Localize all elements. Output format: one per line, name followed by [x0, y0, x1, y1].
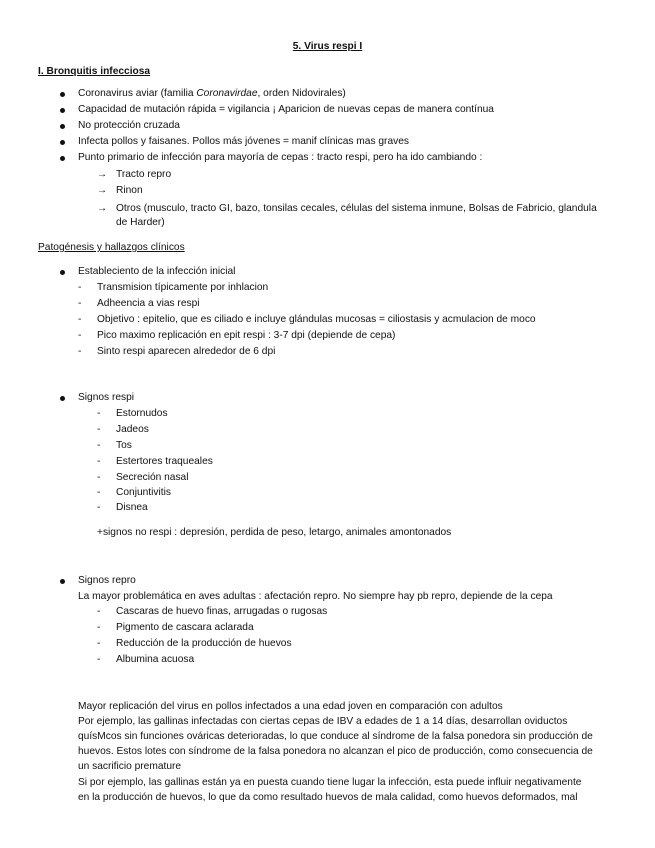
list-item: Transmision típicamente por inhlacion — [97, 282, 269, 293]
arrow-item: Otros (musculo, tracto GI, bazo, tonsilas cecales, células del sistema inmune, Bolsas de Fabricio, glandula — [116, 203, 597, 214]
list-item: Pico maximo replicación en epit respi : 3-7 dpi (depiende de cepa) — [97, 330, 396, 341]
section-heading-patogenesis: Patogénesis y hallazgos clínicos — [38, 242, 185, 253]
list-item: Objetivo : epitelio, que es ciliado e incluye glándulas mucosas = ciliostasis y acmulacion de moco — [97, 314, 536, 325]
dash-icon: - — [78, 298, 82, 309]
paragraph-line: Mayor replicación del virus en pollos infectados a una edad joven en comparación con adultos — [78, 701, 503, 712]
list-item: Reducción de la producción de huevos — [116, 638, 292, 649]
arrow-item: Rinon — [116, 185, 143, 196]
arrow-item: Tracto repro — [116, 169, 172, 180]
bullet-item — [78, 88, 346, 100]
list-item: Cascaras de huevo finas, arrugadas o rugosas — [116, 606, 328, 617]
bullet-text: , orden Nidovirales) — [257, 88, 346, 99]
bullet-item: Punto primario de infección para mayoría de cepas : tracto respi, pero ha ido cambiando : — [78, 152, 483, 163]
signs-note: +signos no respi : depresión, perdida de peso, letargo, animales amontonados — [97, 527, 452, 538]
dash-icon: - — [97, 638, 101, 649]
bullet-text-italic: Coronavirdae — [196, 88, 258, 99]
arrow-item-continuation: de Harder) — [116, 217, 165, 228]
dash-icon: - — [97, 487, 101, 498]
bullet-icon — [60, 140, 65, 145]
paragraph-line: un sacrificio premature — [78, 761, 182, 772]
dash-icon: - — [97, 440, 101, 451]
bullet-icon — [60, 270, 65, 275]
list-item: Conjuntivitis — [116, 487, 171, 498]
dash-icon: - — [97, 456, 101, 467]
arrow-icon: → — [97, 169, 108, 180]
group-intro: La mayor problemática en aves adultas : afectación repro. No siempre hay pb repro, depiende de la cepa — [78, 591, 553, 602]
list-item: Adheencia a vias respi — [97, 298, 200, 309]
dash-icon: - — [97, 606, 101, 617]
bullet-text: Coronavirus aviar (familia — [78, 88, 197, 99]
list-item: Jadeos — [116, 424, 149, 435]
list-item: Estornudos — [116, 408, 168, 419]
list-item: Secreción nasal — [116, 472, 189, 483]
paragraph-line: en la producción de huevos, lo que da como resultado huevos de mala calidad, como huevos deformados, mal — [78, 792, 578, 803]
paragraph-line: Si por ejemplo, las gallinas están ya en puesta cuando tiene lugar la infección, esta puede influir negativamente — [78, 777, 582, 788]
dash-icon: - — [97, 654, 101, 665]
page-title: 5. Virus respi I — [292, 41, 363, 52]
dash-icon: - — [78, 346, 82, 357]
list-item: Pigmento de cascara aclarada — [116, 622, 254, 633]
group-label: Signos repro — [78, 575, 136, 586]
section-heading-bronquitis: I. Bronquitis infecciosa — [38, 66, 151, 77]
bullet-icon — [60, 579, 65, 584]
list-item: Disnea — [116, 502, 148, 513]
bullet-icon — [60, 156, 65, 161]
bullet-icon — [60, 396, 65, 401]
dash-icon: - — [78, 314, 82, 325]
group-label: Signos respi — [78, 392, 135, 403]
bullet-icon — [60, 92, 65, 97]
arrow-icon: → — [97, 185, 108, 196]
list-item: Tos — [116, 440, 132, 451]
paragraph-line: Por ejemplo, las gallinas infectadas con ciertas cepas de IBV a edades de 1 a 14 días, desarrollan oviductos — [78, 716, 568, 727]
group-label: Estableciento de la infección inicial — [78, 266, 236, 277]
dash-icon: - — [97, 472, 101, 483]
bullet-item: Infecta pollos y faisanes. Pollos más jóvenes = manif clínicas mas graves — [78, 136, 409, 147]
bullet-item: Capacidad de mutación rápida = vigilancia ¡ Aparicion de nuevas cepas de manera contínua — [78, 104, 494, 115]
arrow-icon: → — [97, 203, 108, 214]
dash-icon: - — [97, 622, 101, 633]
dash-icon: - — [97, 424, 101, 435]
dash-icon: - — [97, 502, 101, 513]
list-item: Sinto respi aparecen alrededor de 6 dpi — [97, 346, 276, 357]
dash-icon: - — [97, 408, 101, 419]
bullet-item: No protección cruzada — [78, 120, 180, 131]
bullet-icon — [60, 124, 65, 129]
list-item: Albumina acuosa — [116, 654, 195, 665]
paragraph-line: huevos. Estos lotes con síndrome de la falsa ponedora no alcanzan el pico de producción, como consecuencia de — [78, 746, 593, 757]
dash-icon: - — [78, 330, 82, 341]
list-item: Estertores traqueales — [116, 456, 213, 467]
bullet-icon — [60, 108, 65, 113]
dash-icon: - — [78, 282, 82, 293]
paragraph-line: quísMcos sin funciones ováricas deterioradas, lo que conduce al síndrome de la falsa ponedora sin producción de — [78, 731, 593, 742]
